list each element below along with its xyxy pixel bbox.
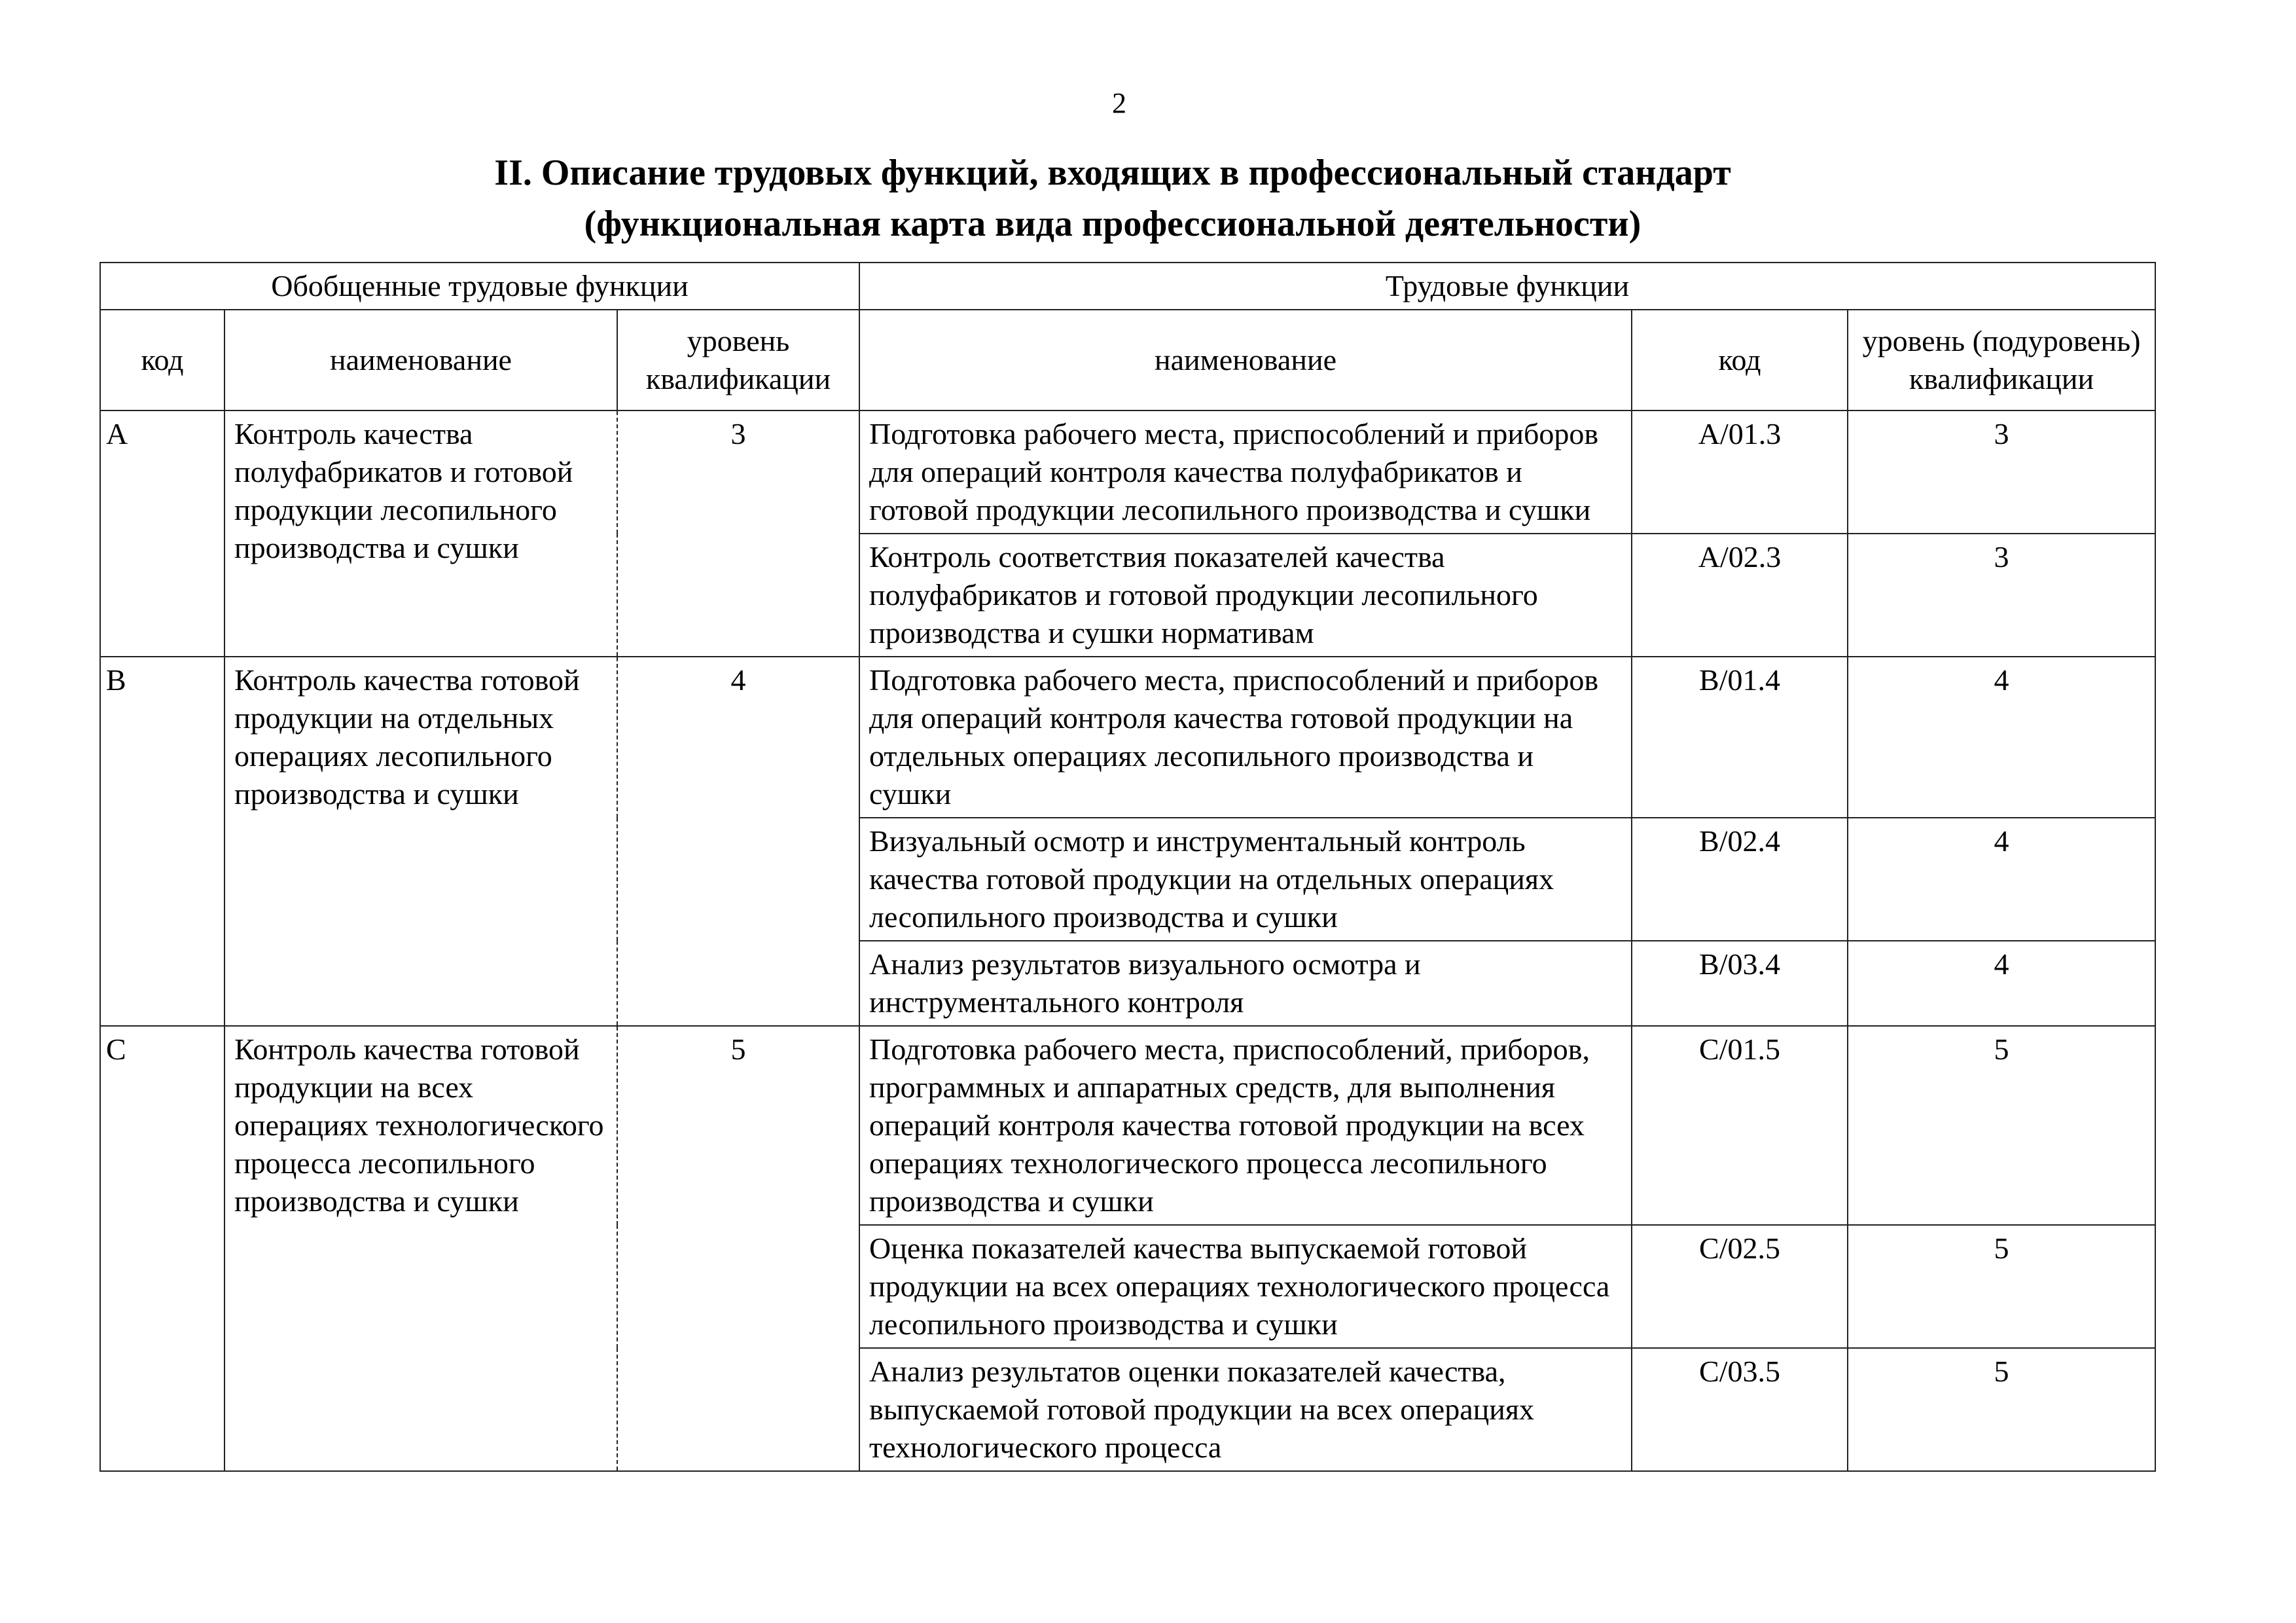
table-row xyxy=(100,657,2155,818)
table-row xyxy=(100,1026,2155,1225)
function-name: Контроль соответствия показателей качества полуфабрикатов и готовой продукции лесопильного производства и сушки нормативам xyxy=(859,534,1632,657)
function-code: A/02.3 xyxy=(1632,534,1848,657)
header-code: код xyxy=(100,310,224,410)
section-title xyxy=(262,147,1964,249)
group-level: 5 xyxy=(617,1026,859,1471)
function-level: 5 xyxy=(1848,1026,2155,1225)
function-code: C/03.5 xyxy=(1632,1348,1848,1471)
function-name: Анализ результатов оценки показателей качества, выпускаемой готовой продукции на всех операциях технологического процесса xyxy=(859,1348,1632,1471)
group-code: C xyxy=(100,1026,224,1471)
group-level: 4 xyxy=(617,657,859,1026)
function-level: 5 xyxy=(1848,1348,2155,1471)
title-line-2: (функциональная карта вида профессиональной деятельности) xyxy=(584,204,1641,244)
group-code: A xyxy=(100,410,224,657)
page-number: 2 xyxy=(1112,87,1126,119)
function-level: 5 xyxy=(1848,1225,2155,1348)
function-code: B/02.4 xyxy=(1632,818,1848,941)
header-tf-code: код xyxy=(1632,310,1848,410)
title-line-1: II. Описание трудовых функций, входящих в профессиональный стандарт xyxy=(494,153,1731,193)
function-level: 3 xyxy=(1848,410,2155,534)
group-code: B xyxy=(100,657,224,1026)
group-name: Контроль качества готовой продукции на всех операциях технологического процесса лесопильного производства и сушки xyxy=(224,1026,617,1471)
header-tf-name: наименование xyxy=(859,310,1632,410)
function-name: Оценка показателей качества выпускаемой готовой продукции на всех операциях технологического процесса лесопильного производства и сушки xyxy=(859,1225,1632,1348)
labor-functions-header: Трудовые функции xyxy=(859,263,2155,310)
function-code: C/01.5 xyxy=(1632,1026,1848,1225)
function-code: C/02.5 xyxy=(1632,1225,1848,1348)
functional-map-table xyxy=(99,262,2156,1472)
generalized-functions-header: Обобщенные трудовые функции xyxy=(100,263,859,310)
function-code: A/01.3 xyxy=(1632,410,1848,534)
header-name: наименование xyxy=(224,310,617,410)
function-name: Подготовка рабочего места, приспособлений, приборов, программных и аппаратных средств, для выполнения операций контроля качества готовой продукции на всех операциях технологического процесса лесопильного производства и сушки xyxy=(859,1026,1632,1225)
function-name: Подготовка рабочего места, приспособлений и приборов для операций контроля качества готовой продукции на отдельных операциях лесопильного производства и сушки xyxy=(859,657,1632,818)
function-level: 4 xyxy=(1848,657,2155,818)
function-level: 4 xyxy=(1848,818,2155,941)
function-level: 4 xyxy=(1848,941,2155,1026)
function-name: Визуальный осмотр и инструментальный контроль качества готовой продукции на отдельных операциях лесопильного производства и сушки xyxy=(859,818,1632,941)
header-tf-level: уровень (подуровень) квалификации xyxy=(1848,310,2155,410)
group-name: Контроль качества полуфабрикатов и готовой продукции лесопильного производства и сушки xyxy=(224,410,617,657)
group-name: Контроль качества готовой продукции на отдельных операциях лесопильного производства и сушки xyxy=(224,657,617,1026)
function-level: 3 xyxy=(1848,534,2155,657)
table-row xyxy=(100,410,2155,534)
header-level: уровень квалификации xyxy=(617,310,859,410)
group-level: 3 xyxy=(617,410,859,657)
function-code: B/03.4 xyxy=(1632,941,1848,1026)
function-code: B/01.4 xyxy=(1632,657,1848,818)
function-name: Подготовка рабочего места, приспособлений и приборов для операций контроля качества полуфабрикатов и готовой продукции лесопильного производства и сушки xyxy=(859,410,1632,534)
function-name: Анализ результатов визуального осмотра и инструментального контроля xyxy=(859,941,1632,1026)
